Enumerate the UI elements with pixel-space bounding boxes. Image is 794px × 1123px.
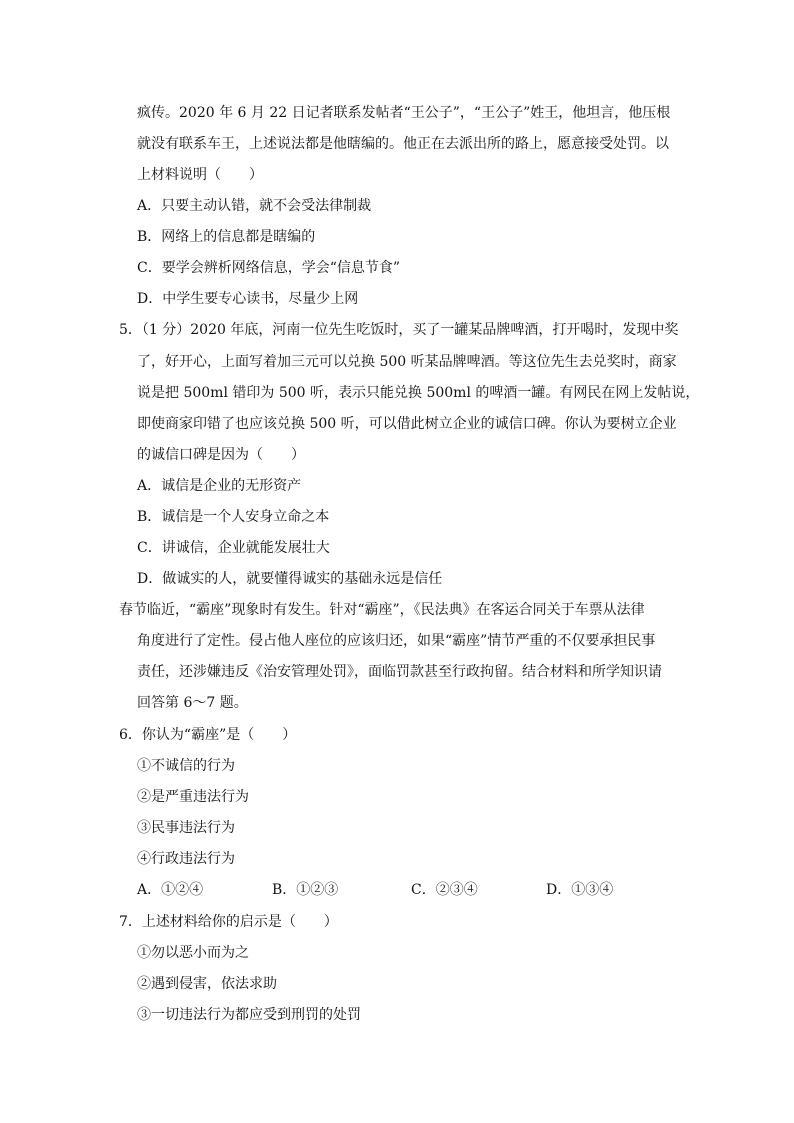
q7-item-2: ②遇到侵害，依法求助 [137,976,277,992]
q6-option-d: D．①③④ [546,882,614,898]
q7-stem: 7．上述材料给你的启示是（ ） [119,914,338,930]
material-line-3: 责任，还涉嫌违反《治安管理处罚》，面临罚款甚至行政拘留。结合材料和所学知识请 [137,664,662,680]
q4-option-b: B．网络上的信息都是瞎编的 [137,229,316,245]
q6-item-2: ②是严重违法行为 [137,789,249,805]
q5-stem-line-3: 说是把 500ml 错印为 500 听，表示只能兑换 500ml 的啤酒一罐。有网民在网上发帖说， [137,385,700,401]
q4-stem-line-3: 上材料说明（ ） [137,167,263,183]
q4-option-c: C．要学会辨析网络信息，学会“信息节食” [137,260,401,276]
q6-option-a: A．①②④ [137,882,204,898]
q6-stem: 6．你认为“霸座”是（ ） [119,727,297,743]
q7-item-1: ①勿以恶小而为之 [137,945,249,961]
material-line-1: 春节临近，“霸座”现象时有发生。针对“霸座”，《民法典》在客运合同关于车票从法律 [119,602,645,618]
q6-option-c: C．②③④ [411,882,478,898]
q4-stem-line-2: 就没有联系车王，上述说法都是他瞎编的。他正在去派出所的路上，愿意接受处罚。以 [137,136,669,152]
q5-option-a: A．诚信是企业的无形资产 [137,478,302,494]
q5-stem-line-5: 的诚信口碑是因为（ ） [137,447,305,463]
q6-item-4: ④行政违法行为 [137,851,235,867]
q5-option-b: B．诚信是一个人安身立命之本 [137,509,330,525]
material-line-4: 回答第 6～7 题。 [137,695,248,711]
q6-option-b: B．①②③ [272,882,339,898]
q4-option-d: D．中学生要专心读书，尽量少上网 [137,291,359,307]
q4-stem-line-1: 疯传。2020 年 6 月 22 日记者联系发帖者“王公子”，“王公子”姓王，他坦言，他压根 [137,105,671,121]
q5-option-d: D．做诚实的人，就要懂得诚实的基础永远是信任 [137,571,443,587]
q5-stem-line-4: 即使商家印错了也应该兑换 500 听，可以借此树立企业的诚信口碑。你认为要树立企业 [137,416,677,432]
q6-item-1: ①不诚信的行为 [137,758,235,774]
q7-item-3: ③一切违法行为都应受到刑罚的处罚 [137,1007,361,1023]
q5-option-c: C．讲诚信，企业就能发展壮大 [137,540,330,556]
q6-item-3: ③民事违法行为 [137,820,235,836]
q5-stem-line-1: 5．（1 分）2020 年底，河南一位先生吃饭时，买了一罐某品牌啤酒，打开喝时，发现中奖 [119,322,679,338]
material-line-2: 角度进行了定性。侵占他人座位的应该归还，如果“霸座”情节严重的不仅要承担民事 [137,633,656,649]
q4-option-a: A．只要主动认错，就不会受法律制裁 [137,198,372,214]
q5-stem-line-2: 了，好开心，上面写着加三元可以兑换 500 听某品牌啤酒。等这位先生去兑奖时，商家 [137,354,677,370]
q6-options-row [0,880,794,900]
